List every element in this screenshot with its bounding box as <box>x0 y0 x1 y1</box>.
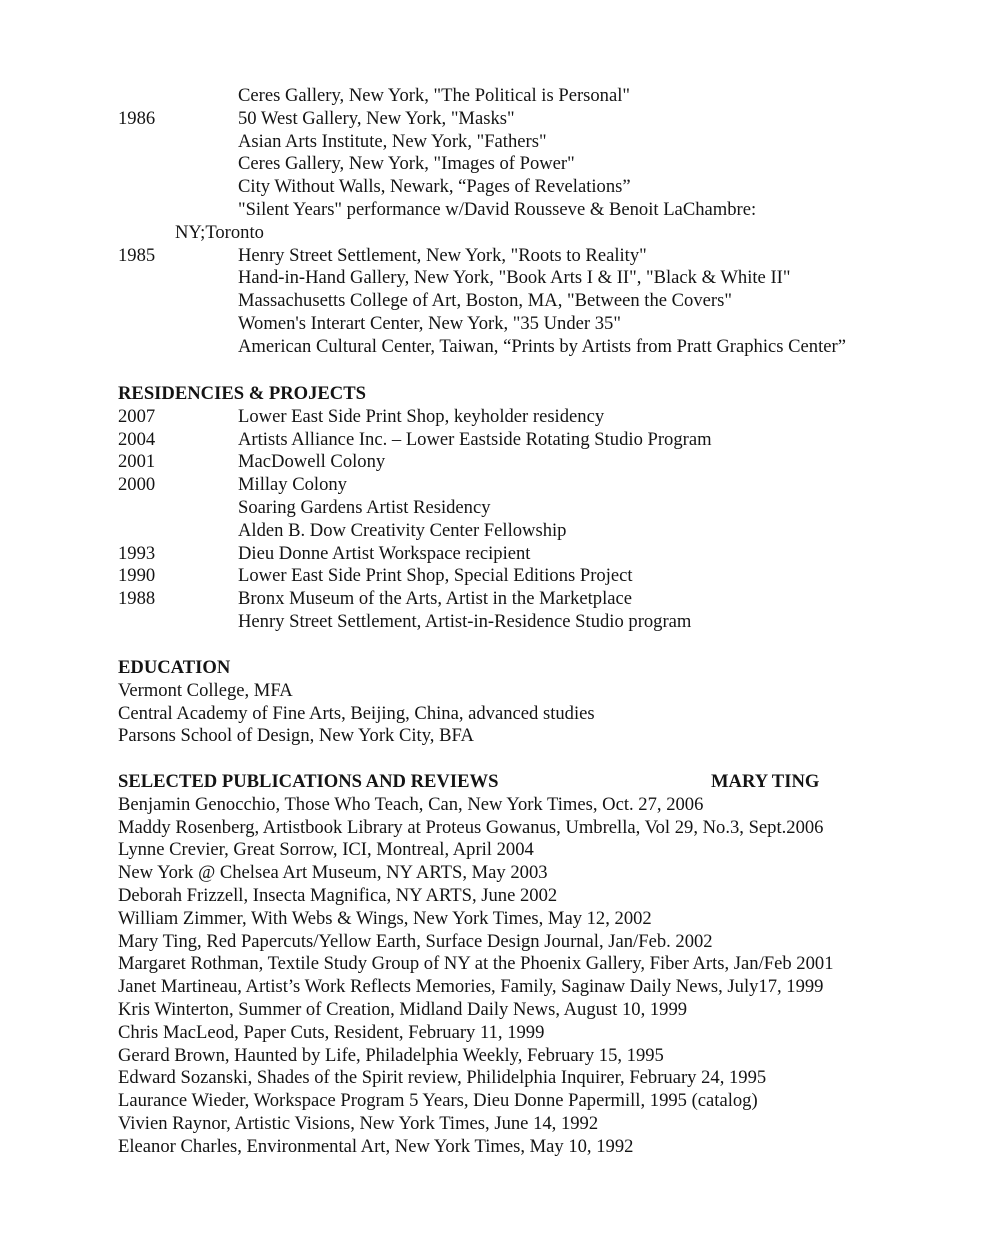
residency-year: 1990 <box>118 565 156 587</box>
publications-section <box>118 771 980 1159</box>
publication-item: Laurance Wieder, Workspace Program 5 Years, Dieu Donne Papermill, 1995 (catalog) <box>118 1090 758 1112</box>
publications-heading: SELECTED PUBLICATIONS AND REVIEWS <box>118 771 499 792</box>
education-item: Central Academy of Fine Arts, Beijing, China, advanced studies <box>118 702 595 724</box>
exhibition-row <box>118 245 980 268</box>
publication-item: Gerard Brown, Haunted by Life, Philadelphia Weekly, February 15, 1995 <box>118 1044 664 1066</box>
publication-item: Edward Sozanski, Shades of the Spirit review, Philidelphia Inquirer, February 24, 1995 <box>118 1067 767 1089</box>
education-item: Parsons School of Design, New York City, BFA <box>118 725 474 747</box>
education-section <box>118 657 980 748</box>
exhibition-year: 1985 <box>118 244 156 266</box>
residency-text: MacDowell Colony <box>238 451 386 473</box>
publication-item: Benjamin Genocchio, Those Who Teach, Can, New York Times, Oct. 27, 2006 <box>118 793 704 815</box>
exhibition-text: Hand-in-Hand Gallery, New York, "Book Arts I & II", "Black & White II" <box>238 267 791 289</box>
exhibition-text: Massachusetts College of Art, Boston, MA, "Between the Covers" <box>238 290 732 312</box>
publication-item: Maddy Rosenberg, Artistbook Library at Proteus Gowanus, Umbrella, Vol 29, No.3, Sept.2006 <box>118 816 824 838</box>
residency-text: Dieu Donne Artist Workspace recipient <box>238 542 531 564</box>
exhibition-row <box>118 85 980 108</box>
exhibition-text: Ceres Gallery, New York, "The Political is Personal" <box>238 85 630 106</box>
residency-row <box>118 406 980 429</box>
publication-item: Kris Winterton, Summer of Creation, Midland Daily News, August 10, 1999 <box>118 998 688 1020</box>
residency-text: Soaring Gardens Artist Residency <box>238 496 491 518</box>
residency-row <box>118 520 980 543</box>
residency-row <box>118 497 980 520</box>
exhibition-text: Henry Street Settlement, New York, "Roots to Reality" <box>238 244 647 266</box>
residency-row <box>118 588 980 611</box>
exhibition-text: Ceres Gallery, New York, "Images of Power" <box>238 153 575 175</box>
residency-text: Henry Street Settlement, Artist-in-Residence Studio program <box>238 610 692 632</box>
residency-row <box>118 474 980 497</box>
exhibition-text: City Without Walls, Newark, “Pages of Revelations” <box>238 176 631 198</box>
education-heading: EDUCATION <box>118 657 231 678</box>
exhibition-text: Women's Interart Center, New York, "35 Under 35" <box>238 312 621 334</box>
exhibition-row <box>118 313 980 336</box>
residency-text: Alden B. Dow Creativity Center Fellowship <box>238 519 567 541</box>
residencies-heading: RESIDENCIES & PROJECTS <box>118 383 366 404</box>
publication-item: Margaret Rothman, Textile Study Group of NY at the Phoenix Gallery, Fiber Arts, Jan/Feb 2001 <box>118 953 834 975</box>
education-item: Vermont College, MFA <box>118 679 293 701</box>
residency-year: 2000 <box>118 474 156 496</box>
publication-item: Chris MacLeod, Paper Cuts, Resident, February 11, 1999 <box>118 1021 545 1043</box>
artist-name: MARY TING <box>711 771 820 792</box>
residency-year: 1993 <box>118 542 156 564</box>
residency-text: Lower East Side Print Shop, keyholder residency <box>238 405 605 427</box>
residency-row <box>118 429 980 452</box>
residency-year: 2004 <box>118 428 156 450</box>
residency-row <box>118 451 980 474</box>
residency-text: Lower East Side Print Shop, Special Editions Project <box>238 565 633 587</box>
exhibition-row <box>118 290 980 313</box>
exhibition-text: "Silent Years" performance w/David Rousseve & Benoit LaChambre: <box>238 198 757 220</box>
publications-heading-row <box>118 771 980 794</box>
publication-item: Vivien Raynor, Artistic Visions, New York Times, June 14, 1992 <box>118 1112 599 1134</box>
exhibition-text: 50 West Gallery, New York, "Masks" <box>238 107 515 129</box>
residency-row <box>118 611 980 634</box>
exhibition-row <box>118 131 980 154</box>
exhibition-year: 1986 <box>118 107 156 129</box>
exhibition-text: Asian Arts Institute, New York, "Fathers" <box>238 130 547 152</box>
residencies-section <box>118 383 980 634</box>
publication-item: New York @ Chelsea Art Museum, NY ARTS, May 2003 <box>118 862 548 884</box>
residency-text: Millay Colony <box>238 474 347 496</box>
publication-item: William Zimmer, With Webs & Wings, New York Times, May 12, 2002 <box>118 907 652 929</box>
publication-item: Deborah Frizzell, Insecta Magnifica, NY ARTS, June 2002 <box>118 884 558 906</box>
residency-year: 2001 <box>118 451 156 473</box>
publication-item: Eleanor Charles, Environmental Art, New York Times, May 10, 1992 <box>118 1135 634 1157</box>
publication-item: Lynne Crevier, Great Sorrow, ICI, Montreal, April 2004 <box>118 839 534 861</box>
residency-year: 2007 <box>118 405 156 427</box>
residency-row <box>118 565 980 588</box>
residency-text: Bronx Museum of the Arts, Artist in the Marketplace <box>238 588 633 610</box>
exhibition-row <box>118 199 980 222</box>
exhibition-row <box>118 176 980 199</box>
exhibition-row <box>118 267 980 290</box>
exhibition-row <box>118 222 980 245</box>
exhibition-text-continuation: NY;Toronto <box>175 221 264 243</box>
exhibition-row <box>118 336 980 359</box>
exhibitions-section <box>118 85 980 359</box>
publication-item: Mary Ting, Red Papercuts/Yellow Earth, Surface Design Journal, Jan/Feb. 2002 <box>118 930 713 952</box>
exhibition-row <box>118 108 980 131</box>
exhibition-row <box>118 153 980 176</box>
publication-item: Janet Martineau, Artist’s Work Reflects Memories, Family, Saginaw Daily News, July17, 1999 <box>118 976 824 998</box>
residency-year: 1988 <box>118 588 156 610</box>
residency-row <box>118 543 980 566</box>
residency-text: Artists Alliance Inc. – Lower Eastside Rotating Studio Program <box>238 428 712 450</box>
exhibition-text: American Cultural Center, Taiwan, “Prints by Artists from Pratt Graphics Center” <box>238 335 846 357</box>
